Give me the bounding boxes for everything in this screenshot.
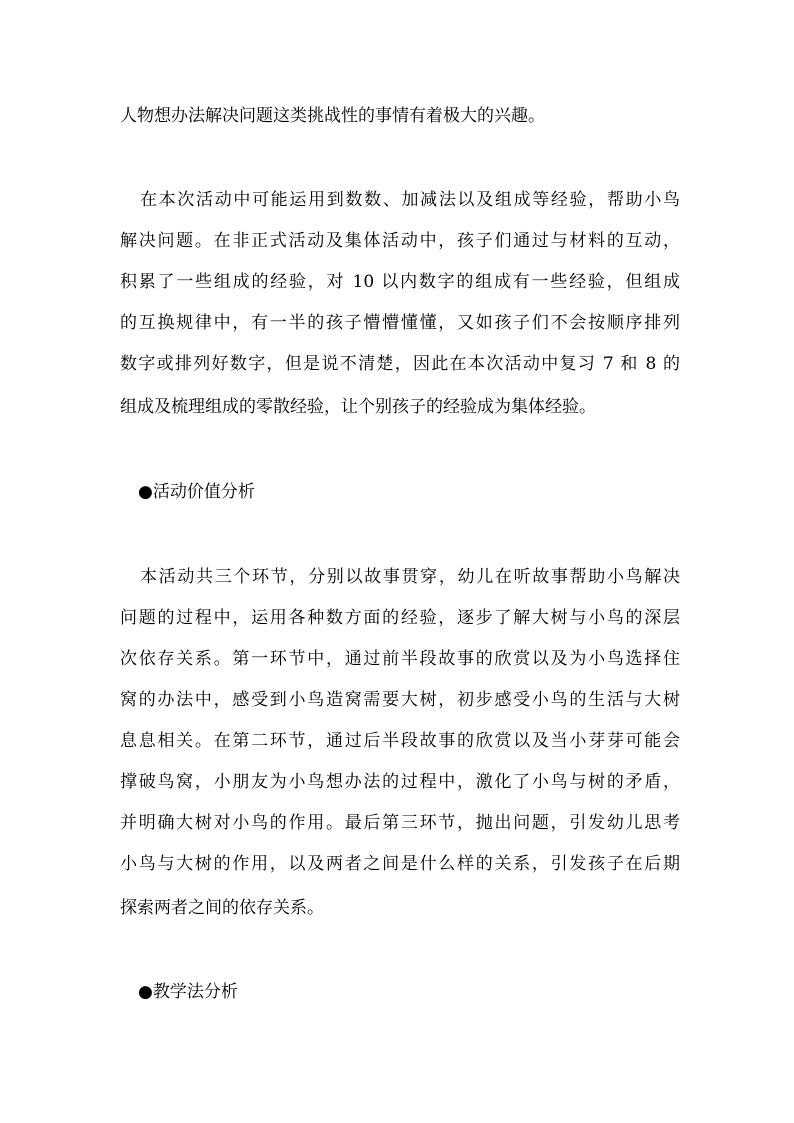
paragraph-line: 问题的过程中，运用各种数方面的经验，逐步了解大树与小鸟的深层: [120, 608, 680, 628]
paragraph-line: 并明确大树对小鸟的作用。最后第三环节，抛出问题，引发幼儿思考: [120, 813, 680, 833]
paragraph-line: 组成及梳理组成的零散经验，让个别孩子的经验成为集体经验。: [120, 397, 596, 417]
paragraph-line: 解决问题。在非正式活动及集体活动中，孩子们通过与材料的互动，: [120, 231, 680, 251]
paragraph-line: 人物想办法解决问题这类挑战性的事情有着极大的兴趣。: [120, 106, 545, 126]
paragraph-line: 积累了一些组成的经验，对 10 以内数字的组成有一些经验，但组成: [120, 272, 680, 292]
section-heading: ●教学法分析: [138, 982, 238, 1002]
paragraph-line: 的互换规律中，有一半的孩子懵懵懂懂，又如孩子们不会按顺序排列: [120, 313, 680, 333]
paragraph-line: 次依存关系。第一环节中，通过前半段故事的欣赏以及为小鸟选择住: [120, 649, 680, 669]
paragraph-line: 撑破鸟窝，小朋友为小鸟想办法的过程中，激化了小鸟与树的矛盾，: [120, 772, 680, 792]
paragraph-line: 探索两者之间的依存关系。: [120, 898, 324, 918]
paragraph-line: 在本次活动中可能运用到数数、加减法以及组成等经验，帮助小鸟: [140, 190, 680, 210]
paragraph-line: 窝的办法中，感受到小鸟造窝需要大树，初步感受小鸟的生活与大树: [120, 690, 680, 710]
paragraph-line: 数字或排列好数字，但是说不清楚，因此在本次活动中复习 7 和 8 的: [120, 354, 680, 374]
paragraph-line: 小鸟与大树的作用，以及两者之间是什么样的关系，引发孩子在后期: [120, 854, 680, 874]
paragraph-line: 息息相关。在第二环节，通过后半段故事的欣赏以及当小芽芽可能会: [120, 731, 680, 751]
section-heading: ●活动价值分析: [138, 482, 255, 502]
paragraph-line: 本活动共三个环节，分别以故事贯穿，幼儿在听故事帮助小鸟解决: [140, 567, 680, 587]
